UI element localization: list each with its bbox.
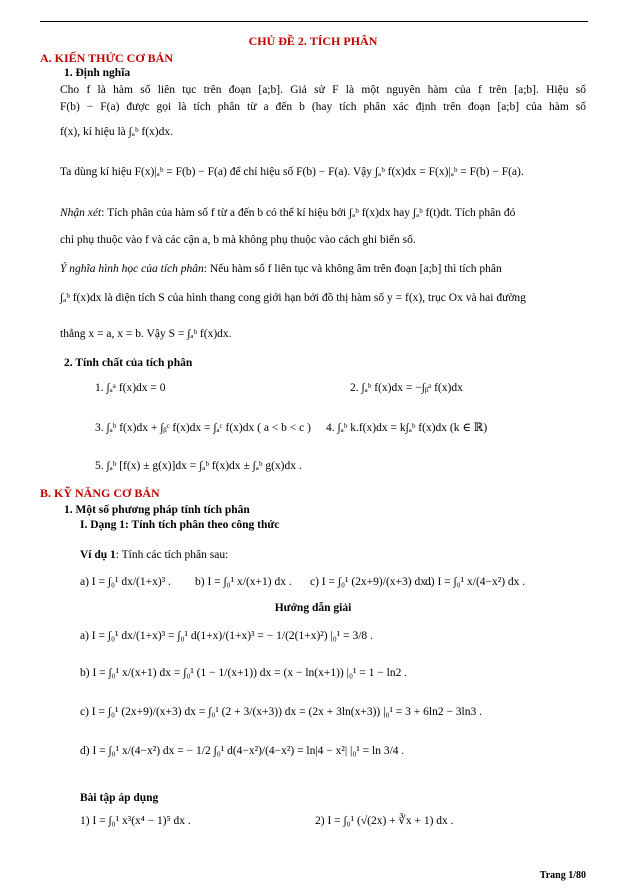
definition-heading: 1. Định nghĩa	[64, 67, 131, 79]
exercise-1: 1) I = ∫₀¹ x³(x⁴ − 1)⁵ dx .	[80, 815, 191, 827]
solution-c: c) I = ∫₀¹ (2x+9)/(x+3) dx = ∫₀¹ (2 + 3/(x+3)) dx = (2x + 3ln(x+3)) |₀¹ = 3 + 6ln2 − 3ln3 .	[80, 706, 482, 718]
problem-b: b) I = ∫₀¹ x/(x+1) dx .	[195, 576, 292, 588]
notation-line: Ta dùng kí hiệu F(x)|ₐᵇ = F(b) − F(a) để chỉ hiệu số F(b) − F(a). Vậy ∫ₐᵇ f(x)dx = F(x)|ₐᵇ = F(b) − F(a).	[60, 166, 524, 178]
problem-c: c) I = ∫₀¹ (2x+9)/(x+3) dx .	[310, 576, 432, 588]
definition-line-2: F(b) − F(a) được gọi là tích phân từ a đến b (hay tích phân xác định trên đoạn [a;b] của hàm số	[60, 101, 586, 113]
solution-d: d) I = ∫₀¹ x/(4−x²) dx = − 1/2 ∫₀¹ d(4−x²)/(4−x²) = ln|4 − x²| |₀¹ = ln 3/4 .	[80, 745, 405, 757]
remark-text: : Tích phân của hàm số f từ a đến b có thể kí hiệu bởi ∫ₐᵇ f(x)dx hay ∫ₐᵇ f(t)dt. Tích phân đó	[101, 207, 516, 219]
problem-a: a) I = ∫₀¹ dx/(1+x)³ .	[80, 576, 171, 588]
exercise-heading: Bài tập áp dụng	[80, 792, 159, 804]
remark-label: Nhận xét	[60, 207, 102, 219]
geometry-line-2: ∫ₐᵇ f(x)dx là diện tích S của hình thang cong giới hạn bởi đồ thị hàm số y = f(x), trục Ox và hai đường	[60, 292, 526, 304]
methods-heading: 1. Một số phương pháp tính tích phân	[64, 504, 250, 516]
property-5: 5. ∫ₐᵇ [f(x) ± g(x)]dx = ∫ₐᵇ f(x)dx ± ∫ₐᵇ g(x)dx .	[95, 460, 302, 472]
definition-line-3: f(x), kí hiệu là ∫ₐᵇ f(x)dx.	[60, 126, 174, 138]
remark-line-2: chỉ phụ thuộc vào f và các cận a, b mà không phụ thuộc vào cách ghi biến số.	[60, 234, 416, 246]
example-label: Ví dụ 1	[80, 549, 116, 561]
property-1: 1. ∫ₐᵃ f(x)dx = 0	[95, 382, 166, 394]
example-text: : Tính các tích phân sau:	[115, 549, 229, 561]
geometry-text: : Nếu hàm số f liên tục và không âm trên đoạn [a;b] thì tích phân	[203, 263, 502, 275]
definition-line-1: Cho f là hàm số liên tục trên đoạn [a;b]. Giả sử F là một nguyên hàm của f trên [a;b]. Hiệu số	[60, 84, 586, 96]
problem-d: d) I = ∫₀¹ x/(4−x²) dx .	[425, 576, 526, 588]
solution-heading: Hướng dẫn giải	[274, 602, 352, 614]
top-rule	[40, 21, 588, 22]
page-title: CHỦ ĐỀ 2. TÍCH PHÂN	[248, 34, 378, 48]
example-line	[80, 549, 228, 562]
geometry-line-3: thẳng x = a, x = b. Vậy S = ∫ₐᵇ f(x)dx.	[60, 328, 232, 340]
section-b-heading: B. KỸ NĂNG CƠ BẢN	[40, 486, 160, 500]
property-4: 4. ∫ₐᵇ k.f(x)dx = k∫ₐᵇ f(x)dx (k ∈ ℝ)	[326, 422, 488, 434]
type-1-heading: I. Dạng 1: Tính tích phân theo công thức	[80, 519, 280, 531]
property-3: 3. ∫ₐᵇ f(x)dx + ∫ᵦᶜ f(x)dx = ∫ₐᶜ f(x)dx ( a < b < c )	[95, 422, 311, 434]
properties-heading: 2. Tính chất của tích phân	[64, 357, 193, 369]
remark-line-1	[60, 207, 586, 220]
solution-b: b) I = ∫₀¹ x/(x+1) dx = ∫₀¹ (1 − 1/(x+1)) dx = (x − ln(x+1)) |₀¹ = 1 − ln2 .	[80, 667, 408, 679]
exercise-2: 2) I = ∫₀¹ (√(2x) + ∛x + 1) dx .	[315, 815, 454, 827]
solution-a: a) I = ∫₀¹ dx/(1+x)³ = ∫₀¹ d(1+x)/(1+x)³ = − 1/(2(1+x)²) |₀¹ = 3/8 .	[80, 630, 373, 642]
property-2: 2. ∫ₐᵇ f(x)dx = −∫ᵦᵃ f(x)dx	[350, 382, 463, 394]
geometry-label: Ý nghĩa hình học của tích phân	[60, 263, 204, 275]
page-number: Trang 1/80	[539, 870, 586, 881]
geometry-line-1	[60, 263, 586, 276]
section-a-heading: A. KIẾN THỨC CƠ BẢN	[40, 51, 174, 65]
